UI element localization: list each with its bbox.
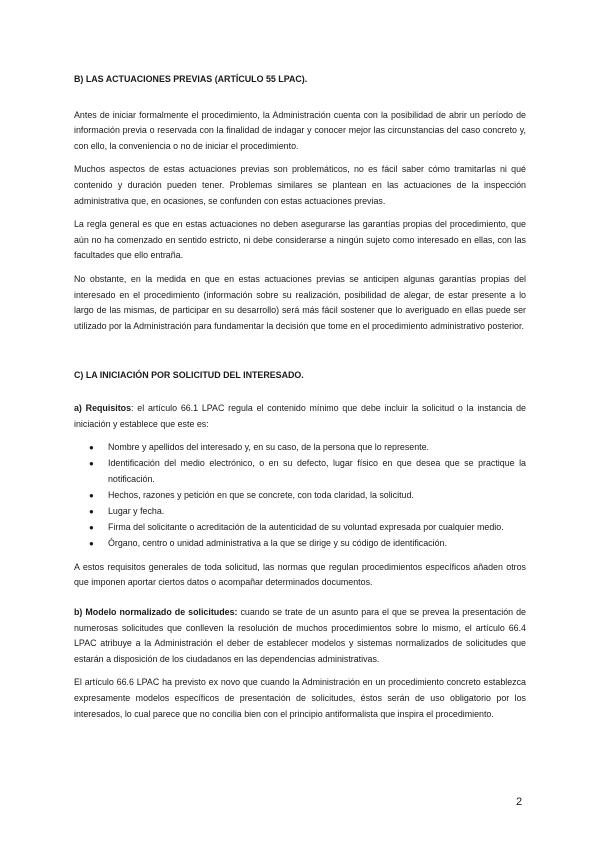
bullet-icon: ● [89, 506, 94, 516]
list-item-text: Órgano, centro o unidad administrativa a la que se dirige y su código de identificación. [108, 538, 447, 549]
bullet-icon: ● [89, 459, 94, 469]
requisitos-paragraph [74, 401, 526, 432]
bullet-icon: ● [89, 443, 94, 453]
modelo-paragraph-2: El artículo 66.6 LPAC ha previsto ex novo que cuando la Administración en un procedimiento concreto establezca expresamente modelos específicos de presentación de solicitudes, éstos serán de uso obligatorio por los interesados, lo cual parece que no concilia bien con el principio antiformalista que inspira el procedimiento. [74, 677, 526, 719]
list-item-text: Hechos, razones y petición en que se concrete, con toda claridad, la solicitud. [108, 489, 414, 500]
list-item-text: Identificación del medio electrónico, o en su defecto, lugar físico en que desea que se practique la notificación. [108, 458, 526, 484]
section-b-paragraph-1: Antes de iniciar formalmente el procedimiento, la Administración cuenta con la posibilidad de abrir un período de información previa o reservada con la finalidad de indagar y conocer mejor las circunstancias del caso concreto y, con ello, la conveniencia o no de iniciar el procedimiento. [74, 109, 526, 151]
list-item-text: Lugar y fecha. [108, 505, 165, 516]
bullet-icon: ● [89, 539, 94, 549]
bullet-icon: ● [89, 523, 94, 533]
requisitos-lead: a) Requisitos [74, 402, 132, 413]
section-b-heading: B) LAS ACTUACIONES PREVIAS (ARTÍCULO 55 LPAC). [74, 74, 308, 84]
list-item [89, 456, 526, 487]
list-item [89, 520, 526, 536]
page-number: 2 [516, 796, 523, 808]
list-item [89, 488, 526, 504]
requisitos-text: : el artículo 66.1 LPAC regula el contenido mínimo que debe incluir la solicitud o la instancia de iniciación y establece que este es: [74, 402, 526, 429]
section-b-paragraph-3: La regla general es que en estas actuaciones no deben asegurarse las garantías propias del procedimiento, que aún no ha comenzado en sentido estricto, ni debe considerarse a ningún sujeto como interesado en ellas, con las facultades que ello entraña. [74, 219, 526, 261]
list-item-text: Nombre y apellidos del interesado y, en su caso, de la persona que lo represente. [108, 442, 430, 453]
modelo-paragraph [74, 605, 526, 667]
list-item [89, 536, 526, 552]
list-item-text: Firma del solicitante o acreditación de la autenticidad de su voluntad expresada por cualquier medio. [108, 522, 504, 533]
section-b-paragraph-2: Muchos aspectos de estas actuaciones previas son problemáticos, no es fácil saber cómo tramitarlas ni qué contenido y duración pueden tener. Problemas similares se plantean en las actuaciones de la inspección administrativa que, en ocasiones, se confunden con estas actuaciones previas. [74, 164, 526, 206]
list-item [89, 440, 526, 456]
bullet-icon: ● [89, 490, 94, 500]
section-c-heading: C) LA INICIACIÓN POR SOLICITUD DEL INTERESADO. [74, 370, 304, 381]
modelo-lead: b) Modelo normalizado de solicitudes: [74, 606, 238, 617]
list-item [89, 504, 526, 520]
modelo-text: cuando se trate de un asunto para el que se prevea la presentación de numerosas solicitudes que conlleven la resolución de muchos procedimientos sobre lo mismo, el artículo 66.4 LPAC atribuye a la Administración el deber de establecer modelos y sistemas normalizados de solicitudes que estarán a disposición de los ciudadanos en las dependencias administrativas. [74, 606, 526, 664]
requisitos-closing: A estos requisitos generales de toda solicitud, las normas que regulan procedimientos específicos añaden otros que imponen aportar ciertos datos o acompañar determinados documentos. [74, 561, 526, 588]
requisitos-list [74, 440, 526, 552]
document-page [74, 72, 526, 730]
section-b-paragraph-4: No obstante, en la medida en que en estas actuaciones previas se anticipen algunas garantías propias del interesado en el procedimiento (información sobre su realización, posibilidad de alegar, de estar presente a lo largo de las mismas, de participar en su desarrollo) será más fácil sostener que lo averiguado en ellas puede ser utilizado por la Administración para fundamentar la decisión que tome en el procedimiento administrativo posterior. [74, 273, 526, 331]
